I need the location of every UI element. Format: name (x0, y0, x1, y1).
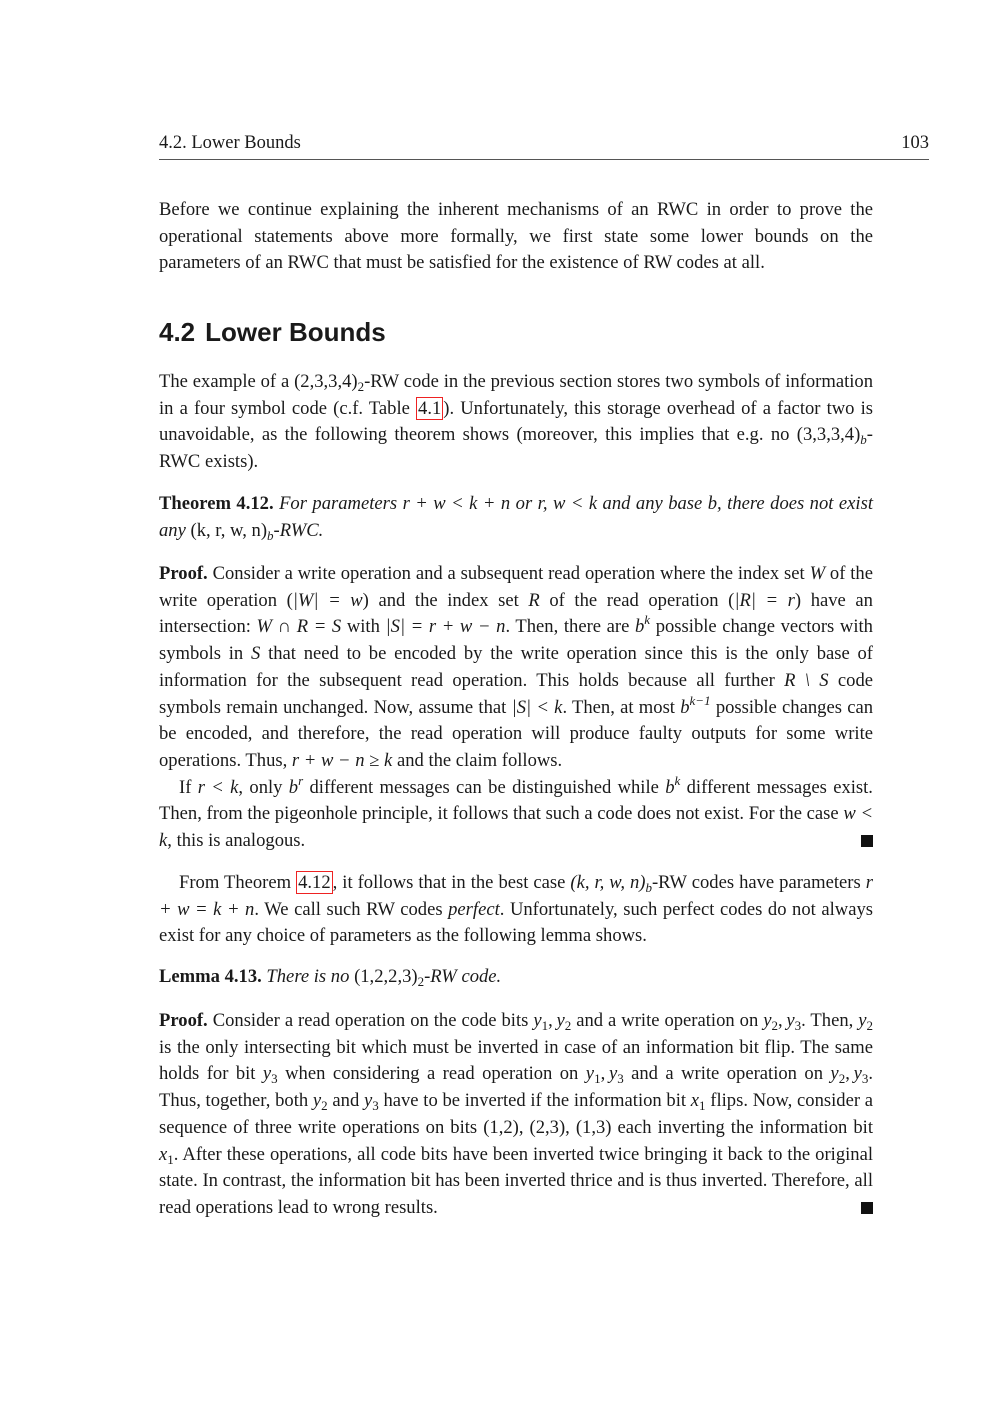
paragraph-example (159, 369, 873, 476)
qed-square-icon (861, 835, 873, 847)
text: -RWC exists). (159, 424, 873, 473)
proof-label: Proof. (159, 563, 208, 584)
proof-lemma: Proof. Consider a read operation on the code bits $y_1$, $y_2$ and a write operation on $y_2$, $y_3$. Then, $y_2$ is the only intersecting bit which must be inverted in case of an information bit flip. The same holds for bit $y_3$ when considering a read operation on $y_1$, $y_3$ and a write operation on $y_2$, $y_3$. Thus, together, both $y_2$ and $y_3$ have to be inverted if the information bit $x_1$ flips. Now, consider a sequence of three write operations on bits (1,2), (2,3), (1,3) each inverting the information bit $x_1$. After these operations, all code bits have been inverted twice bringing it back to the original state. In contrast, the information bit has been inverted thrice and is thus inverted. Therefore, all read operations lead to wrong results. (159, 1010, 873, 1218)
section-title-text: Lower Bounds (205, 317, 386, 347)
math-code: $(2,3,3,4)_2$ (294, 371, 365, 394)
text: -RW code in the previous section stores two symbols of information in a four symbol code (c.f. Table (159, 371, 873, 419)
proof-theorem: Proof. Consider a write operation and a subsequent read operation where the index set W of the write operation (|W| = w) and the index set R of the read operation (|R| = r) have an intersection: W ∩ R = S with |S| = r + w − n. Then, there are $b^k$ possible change vectors with symbols in S that need to be encoded by the write operation since this is the only base of information for the subsequent read operation. This holds because all further R \ S code symbols remain unchanged. Now, assume that |S| < k. Then, at most $b^{k-1}$ possible changes can be encoded, and therefore, the read operation will produce faulty outputs for some write operations. Thus, r + w − n ≥ k and the claim follows. If r < k, only $b^r$ different messages can be distinguished while $b^k$ different messages exist. Then, from the pigeonhole principle, it follows that such a code does not exist. For the case w < k, this is analogous. (159, 563, 874, 852)
lemma-label: Lemma 4.13. (159, 966, 262, 987)
table-reference-link[interactable]: 4.1 (418, 397, 442, 419)
text: The example of a (159, 371, 295, 392)
theorem-label: Theorem 4.12. (159, 493, 274, 514)
running-header-section: 4.2. Lower Bounds (159, 133, 301, 153)
page-number: 103 (901, 133, 929, 153)
math-inline: r + w < k + n (402, 493, 511, 514)
lemma-4-13: Lemma 4.13. There is no $(1,2,2,3)_2-RW$ code. (159, 966, 502, 989)
theorem-4-12: Theorem 4.12. For parameters r + w < k + n or r, w < k and any base b, there does not exist any (k, r, w, $n)_b$-RWC. (159, 493, 873, 543)
running-header (159, 133, 929, 160)
section-title (159, 316, 873, 348)
section-number: 4.2 (159, 317, 196, 347)
qed-square-icon (861, 1202, 873, 1214)
intro-text: Before we continue explaining the inherent mechanisms of an RWC in order to prove the operational statements above more formally, we first state some lower bounds on the parameters of an RWC that must be satisfied for the existence of RW codes at all. (159, 199, 873, 274)
proof-label: Proof. (159, 1010, 208, 1031)
theorem-reference-link[interactable]: 4.12 (298, 872, 331, 893)
math-inline: (k, r, w, n) (190, 519, 268, 541)
math-code: $(3,3,3,4)_b$ (796, 424, 867, 448)
paragraph-perfect-codes: From Theorem 4.12 , it follows that in the best case (k, r, w, $n)_b-RW$ codes have parameters r + w = k + n. We call such RW codes perfect. Unfortunately, such perfect codes do not always exist for any choice of parameters as the following lemma shows. (159, 872, 873, 947)
section-heading (159, 316, 873, 348)
math-inline: r, w < k (537, 493, 598, 514)
text: ). Unfortunately, this storage overhead of a factor two is unavoidable, as the following theorem shows (moreover, this implies that e.g. no (159, 397, 873, 446)
intro-paragraph (159, 197, 873, 277)
